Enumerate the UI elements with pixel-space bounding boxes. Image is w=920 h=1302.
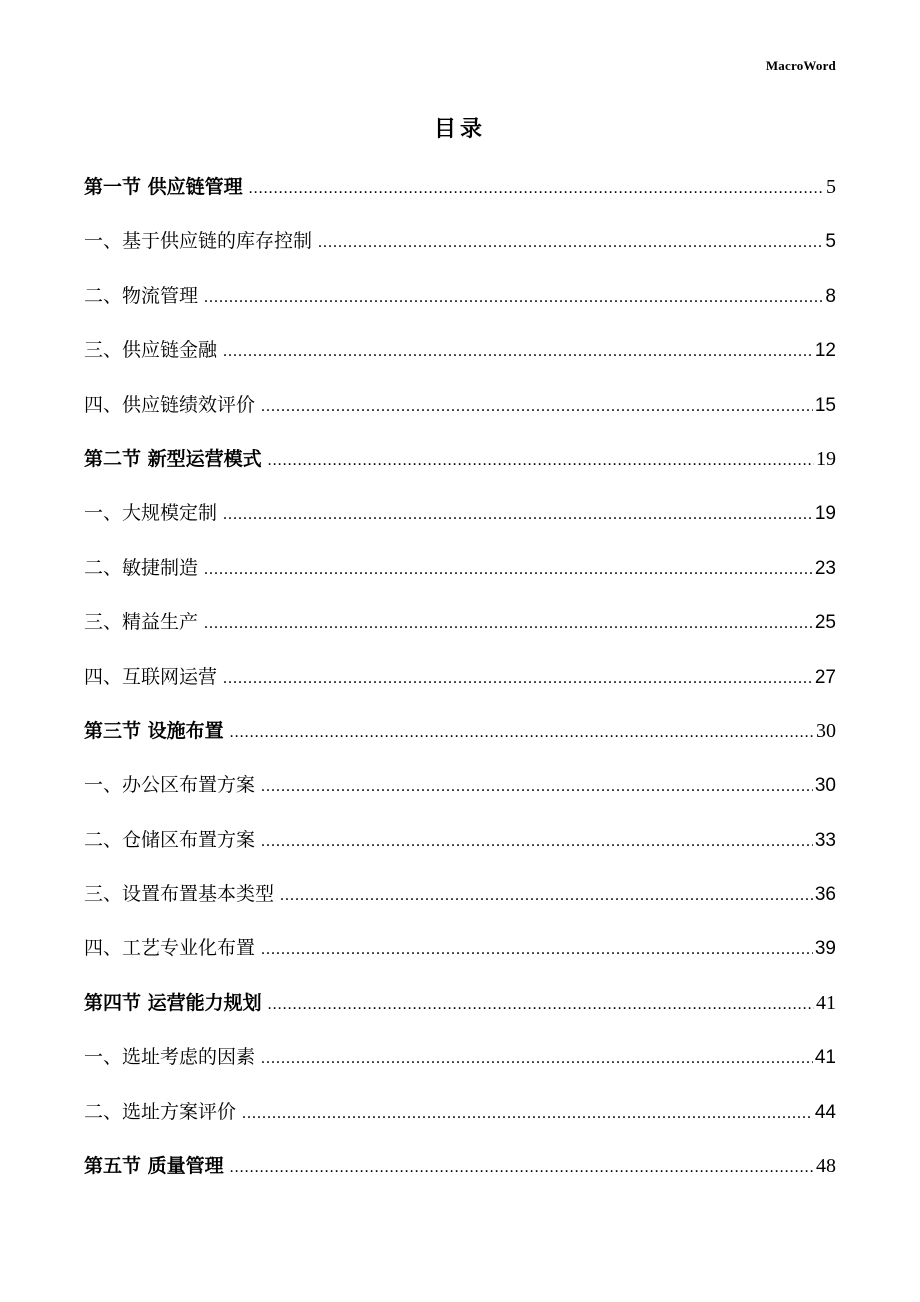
toc-item-entry[interactable] — [84, 867, 836, 921]
toc-entry-page-number: 30 — [816, 719, 836, 742]
toc-entry-number: 三、 — [84, 611, 123, 634]
toc-entry-number: 二、 — [84, 284, 123, 307]
toc-item-entry[interactable] — [84, 1030, 836, 1084]
toc-item-entry[interactable] — [84, 378, 836, 432]
toc-dot-leader — [204, 271, 823, 325]
toc-entry-page-number: 8 — [825, 285, 836, 307]
toc-section-entry[interactable] — [84, 1139, 836, 1193]
toc-entry-label: 第三节 设施布置 — [84, 719, 224, 742]
toc-entry-number: 三、 — [84, 339, 123, 362]
toc-entry-label: 基于供应链的库存控制 — [122, 230, 313, 253]
toc-entry-page-number: 41 — [816, 991, 836, 1014]
toc-entry-number: 一、 — [84, 774, 123, 797]
toc-entry-page-number: 25 — [814, 612, 836, 634]
toc-entry-page-number: 5 — [826, 176, 836, 198]
toc-dot-leader — [223, 325, 813, 379]
toc-entry-page-number: 19 — [814, 503, 836, 525]
toc-section-entry[interactable] — [84, 160, 836, 214]
toc-entry-number: 二、 — [84, 556, 123, 579]
toc-item-entry[interactable] — [84, 486, 836, 540]
toc-dot-leader — [223, 488, 813, 542]
toc-entry-page-number: 44 — [814, 1101, 836, 1123]
toc-entry-number: 二、 — [84, 828, 123, 851]
toc-entry-label: 供应链金融 — [122, 339, 218, 362]
toc-section-entry[interactable] — [84, 976, 836, 1030]
toc-entry-number: 一、 — [84, 1046, 123, 1069]
toc-dot-leader — [268, 434, 814, 488]
header-brand: MacroWord — [765, 58, 836, 73]
toc-item-entry[interactable] — [84, 214, 836, 268]
toc-entry-page-number: 27 — [814, 666, 836, 688]
toc-entry-page-number: 30 — [814, 775, 836, 797]
toc-dot-leader — [261, 760, 813, 814]
toc-entry-label: 第四节 运营能力规划 — [84, 991, 262, 1014]
toc-dot-leader — [261, 923, 813, 977]
toc-dot-leader — [268, 978, 814, 1032]
toc-entry-number: 四、 — [84, 665, 123, 688]
toc-entry-label: 选址方案评价 — [122, 1100, 237, 1123]
toc-entry-label: 大规模定制 — [122, 502, 218, 525]
toc-entry-label: 第一节 供应链管理 — [84, 176, 243, 198]
toc-entry-label: 物流管理 — [122, 284, 199, 307]
toc-dot-leader — [223, 652, 813, 706]
toc-dot-leader — [261, 1032, 813, 1086]
toc-entry-page-number: 5 — [825, 231, 836, 253]
toc-entry-page-number: 15 — [814, 394, 836, 416]
toc-dot-leader — [318, 216, 823, 270]
toc-entry-label: 选址考虑的因素 — [122, 1046, 256, 1069]
toc-entry-page-number: 23 — [814, 557, 836, 579]
toc-dot-leader — [249, 162, 824, 216]
toc-entry-number: 一、 — [84, 230, 123, 253]
toc-entry-page-number: 12 — [814, 340, 836, 362]
toc-entry-label: 仓储区布置方案 — [122, 828, 256, 851]
toc-entry-label: 办公区布置方案 — [122, 774, 256, 797]
toc-entry-page-number: 19 — [816, 447, 836, 470]
toc-item-entry[interactable] — [84, 595, 836, 649]
toc-entry-number: 四、 — [84, 937, 123, 960]
toc-title: 目录 — [433, 117, 486, 142]
toc-entry-page-number: 39 — [814, 938, 836, 960]
toc-dot-leader — [230, 706, 814, 760]
toc-entry-number: 一、 — [84, 502, 123, 525]
toc-dot-leader — [261, 815, 813, 869]
toc-entry-number: 三、 — [84, 883, 123, 906]
toc-item-entry[interactable] — [84, 1085, 836, 1139]
toc-entry-label: 工艺专业化布置 — [122, 937, 256, 960]
toc-section-entry[interactable] — [84, 432, 836, 486]
toc-entry-label: 敏捷制造 — [122, 556, 199, 579]
toc-dot-leader — [280, 869, 813, 923]
toc-entry-page-number: 48 — [816, 1155, 836, 1178]
toc-dot-leader — [230, 1141, 814, 1195]
toc-entry-label: 互联网运营 — [122, 665, 218, 688]
toc-entry-label: 设置布置基本类型 — [122, 883, 275, 906]
toc-dot-leader — [242, 1087, 813, 1141]
toc-item-entry[interactable] — [84, 269, 836, 323]
toc-entry-number: 四、 — [84, 393, 123, 416]
toc-dot-leader — [204, 543, 813, 597]
toc-entry-label: 供应链绩效评价 — [122, 393, 256, 416]
toc-dot-leader — [204, 597, 813, 651]
toc-entry-label: 精益生产 — [122, 611, 199, 634]
toc-item-entry[interactable] — [84, 758, 836, 812]
toc-item-entry[interactable] — [84, 813, 836, 867]
toc-item-entry[interactable] — [84, 650, 836, 704]
toc-entry-label: 第二节 新型运营模式 — [84, 447, 262, 470]
toc-entry-page-number: 36 — [814, 884, 836, 906]
toc-item-entry[interactable] — [84, 323, 836, 377]
toc-entry-page-number: 41 — [814, 1047, 836, 1069]
toc-dot-leader — [261, 380, 813, 434]
toc-section-entry[interactable] — [84, 704, 836, 758]
toc-entry-label: 第五节 质量管理 — [84, 1155, 224, 1178]
toc-entry-page-number: 33 — [814, 829, 836, 851]
toc-entry-number: 二、 — [84, 1100, 123, 1123]
table-of-contents — [84, 160, 836, 1193]
toc-item-entry[interactable] — [84, 541, 836, 595]
toc-item-entry[interactable] — [84, 921, 836, 975]
